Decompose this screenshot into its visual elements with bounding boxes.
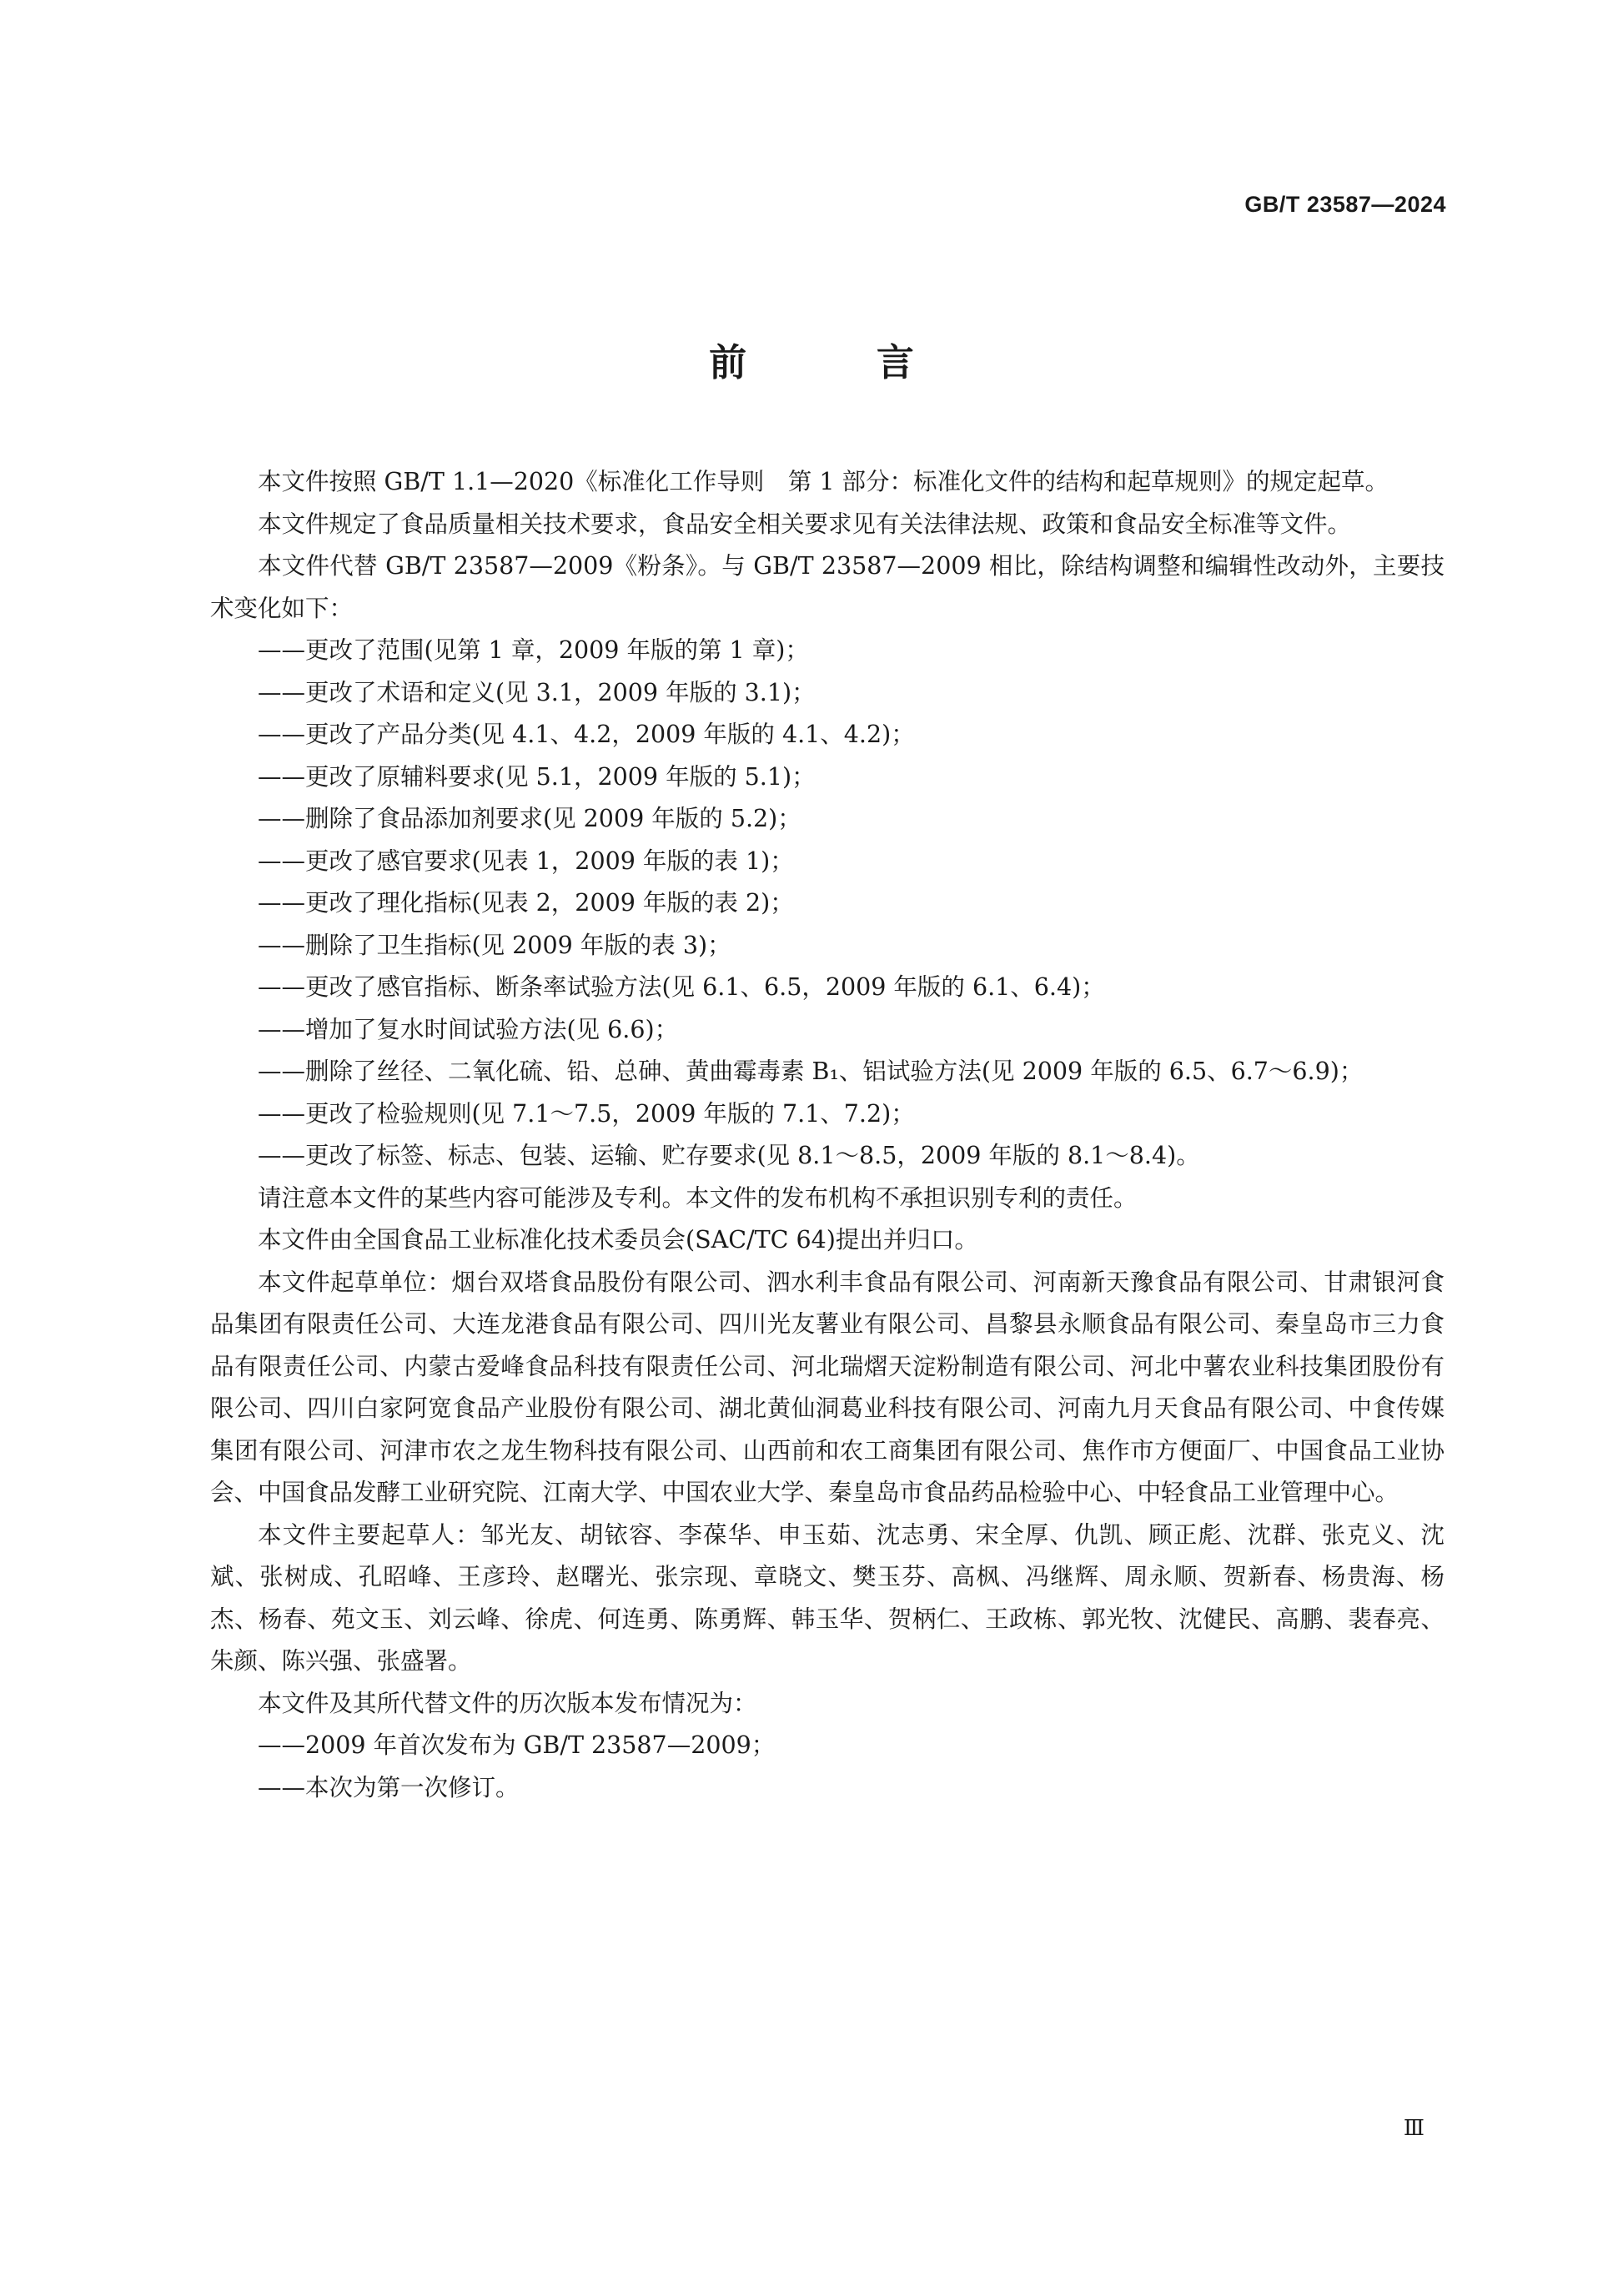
change-item: ——更改了产品分类(见 4.1、4.2，2009 年版的 4.1、4.2)；: [258, 721, 915, 748]
page-title: 前 言: [709, 340, 972, 384]
proposer-statement: 本文件由全国食品工业标准化技术委员会(SAC/TC 64)提出并归口。: [258, 1226, 978, 1254]
change-item: ——更改了术语和定义(见 3.1，2009 年版的 3.1)；: [258, 678, 816, 706]
patent-notice: 请注意本文件的某些内容可能涉及专利。本文件的发布机构不承担识别专利的责任。: [258, 1183, 1138, 1212]
preface-body: [210, 461, 1445, 1809]
changes-list: [210, 630, 1445, 1178]
change-item: ——更改了范围(见第 1 章，2009 年版的第 1 章)；: [258, 636, 809, 664]
history-intro: 本文件及其所代替文件的历次版本发布情况为：: [258, 1689, 757, 1717]
change-item: ——更改了原辅料要求(见 5.1，2009 年版的 5.1)；: [258, 762, 816, 791]
change-item: ——更改了感官要求(见表 1，2009 年版的表 1)；: [258, 847, 794, 875]
history-item: ——本次为第一次修订。: [258, 1773, 520, 1801]
change-item: ——删除了丝径、二氧化硫、铅、总砷、黄曲霉毒素 B₁、铝试验方法(见 2009 年版的 6.5、6.7～6.9)；: [258, 1058, 1364, 1085]
history-item: ——2009 年首次发布为 GB/T 23587—2009；: [258, 1731, 776, 1759]
intro-paragraph: 本文件按照 GB/T 1.1—2020《标准化工作导则 第 1 部分：标准化文件的结构和起草规则》的规定起草。: [258, 468, 1389, 495]
drafting-units: 本文件起草单位：烟台双塔食品股份有限公司、泗水利丰食品有限公司、河南新天豫食品有限公司、甘肃银河食品集团有限责任公司、大连龙港食品有限公司、四川光友薯业有限公司、昌黎县永顺食品有限公司、秦皇岛市三力食品有限责任公司、内蒙古爱峰食品科技有限责任公司、河北瑞熠天淀粉制造有限公司、河北中薯农业科技集团股份有限公司、四川白家阿宽食品产业股份有限公司、湖北黄仙洞葛业科技有限公司、河南九月天食品有限公司、中食传媒集团有限公司、河津市农之龙生物科技有限公司、山西前和农工商集团有限公司、焦作市方便面厂、中国食品工业协会、中国食品发酵工业研究院、江南大学、中国农业大学、秦皇岛市食品药品检验中心、中轻食品工业管理中心。: [210, 1268, 1445, 1506]
change-item: ——删除了卫生指标(见 2009 年版的表 3)；: [258, 931, 731, 959]
document-id: GB/T 23587—2024: [1244, 192, 1446, 217]
change-item: ——更改了检验规则(见 7.1～7.5，2009 年版的 7.1、7.2)；: [258, 1099, 915, 1128]
intro-paragraph: 本文件代替 GB/T 23587—2009《粉条》。与 GB/T 23587—2009 相比，除结构调整和编辑性改动外，主要技术变化如下：: [210, 552, 1445, 622]
intro-paragraph: 本文件规定了食品质量相关技术要求，食品安全相关要求见有关法律法规、政策和食品安全标准等文件。: [258, 510, 1352, 538]
drafters: 本文件主要起草人：邹光友、胡铱容、李葆华、申玉茹、沈志勇、宋全厚、仇凯、顾正彪、沈群、张克义、沈斌、张树成、孔昭峰、王彦玲、赵曙光、张宗现、章晓文、樊玉芬、高枫、冯继辉、周永顺、贺新春、杨贵海、杨杰、杨春、苑文玉、刘云峰、徐虎、何连勇、陈勇辉、韩玉华、贺柄仁、王政栋、郭光牧、沈健民、高鹏、裴春亮、朱颜、陈兴强、张盛署。: [210, 1520, 1445, 1675]
change-item: ——更改了标签、标志、包装、运输、贮存要求(见 8.1～8.5，2009 年版的 8.1～8.4)。: [258, 1142, 1200, 1169]
change-item: ——增加了复水时间试验方法(见 6.6)；: [258, 1015, 679, 1043]
change-item: ——删除了食品添加剂要求(见 2009 年版的 5.2)；: [258, 805, 801, 832]
history-list: [210, 1725, 1445, 1809]
page-number: Ⅲ: [1403, 2116, 1425, 2140]
change-item: ——更改了感官指标、断条率试验方法(见 6.1、6.5，2009 年版的 6.1、6.4)；: [258, 973, 1105, 1001]
change-item: ——更改了理化指标(见表 2，2009 年版的表 2)；: [258, 889, 794, 917]
